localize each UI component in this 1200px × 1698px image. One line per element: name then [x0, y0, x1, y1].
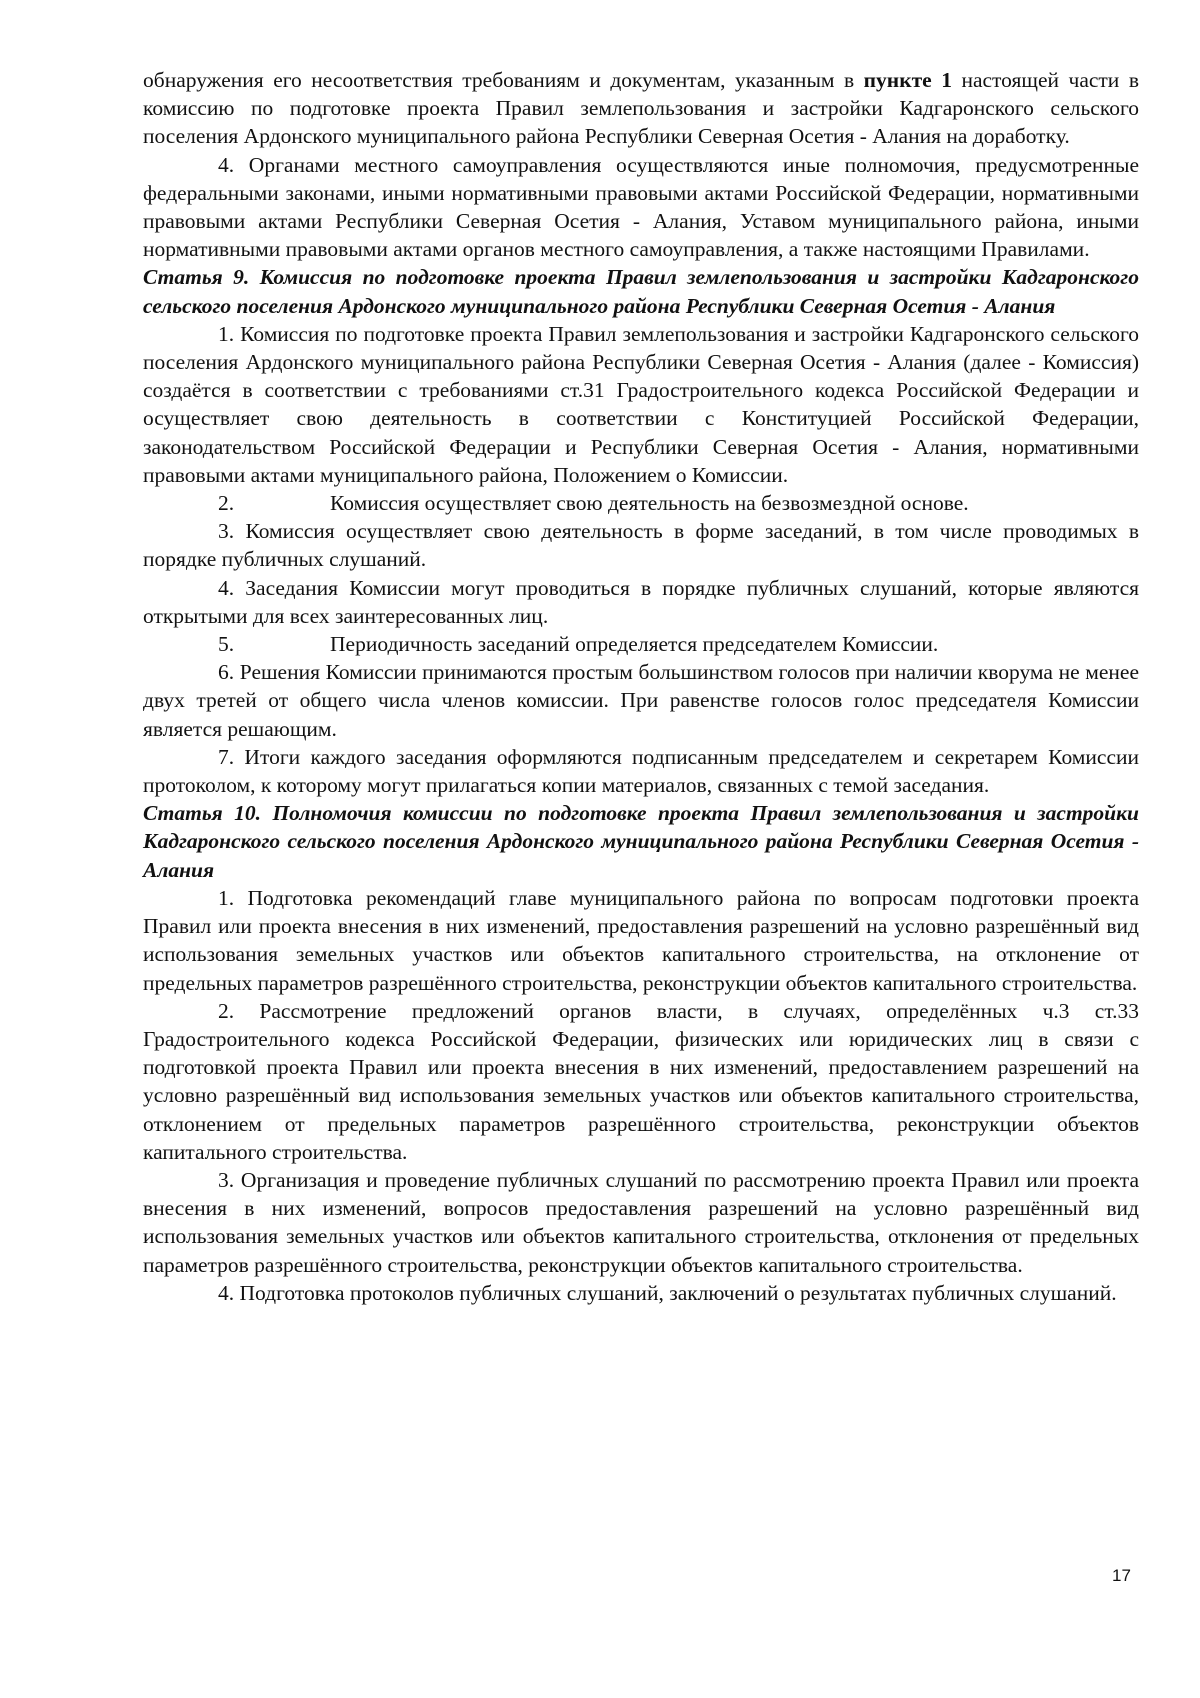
- article-9-item-5-number: 5.: [218, 632, 235, 657]
- article-9-item-7: 7. Итоги каждого заседания оформляются подписанным председателем и секретарем Комиссии протоколом, к которому могут прилагаться копии материалов, связанных с темой заседания.: [143, 744, 1139, 798]
- article-9-item-5: [143, 630, 1139, 658]
- article-10-heading: Статья 10. Полномочия комиссии по подготовке проекта Правил землепользования и застройки Кадгаронского сельского поселения Ардонского муниципального района Республики Северная Осетия - Алания: [143, 801, 1139, 882]
- article-9-heading: Статья 9. Комиссия по подготовке проекта Правил землепользования и застройки Кадгаронского сельского поселения Ардонского муниципального района Республики Северная Осетия - Алания: [143, 265, 1139, 318]
- article-9-item-2-text: Комиссия осуществляет свою деятельность на безвозмездной основе.: [330, 491, 969, 516]
- article-10-item-4: 4. Подготовка протоколов публичных слушаний, заключений о результатах публичных слушаний.: [218, 1280, 1117, 1305]
- article-10-item-3: 3. Организация и проведение публичных слушаний по рассмотрению проекта Правил или проекта внесения в них изменений, вопросов предоставления разрешений на условно разрешённый вид использования земельных участков или объектов капитального строительства, отклонения от предельных параметров разрешённого строительства, реконструкции объектов капитального строительства.: [143, 1167, 1139, 1277]
- intro-bold-reference: пункте 1: [863, 68, 952, 92]
- document-page: [143, 66, 1139, 1307]
- article-9-item-5-text: Периодичность заседаний определяется председателем Комиссии.: [330, 632, 939, 657]
- intro-text-start: обнаружения его несоответствия требованиям и документам, указанным в: [143, 68, 864, 92]
- intro-text-end: настоящей части в комиссию по подготовке проекта Правил землепользования и застройки Кадгаронского сельского поселения Ардонского муниципального района Республики Северная Осетия - Алания на доработку.: [143, 68, 1139, 149]
- article-9-item-1: 1. Комиссия по подготовке проекта Правил землепользования и застройки Кадгаронского сельского поселения Ардонского муниципального района Республики Северная Осетия - Алания (далее - Комиссия) создаётся в соответствии с требованиями ст.31 Градостроительного кодекса Российской Федерации и осуществляет свою деятельность в соответствии с Конституцией Российской Федерации, законодательством Российской Федерации и Республики Северная Осетия - Алания, нормативными правовыми актами муниципального района, Положением о Комиссии.: [143, 321, 1139, 487]
- article-10-item-2: 2. Рассмотрение предложений органов власти, в случаях, определённых ч.3 ст.33 Градостроительного кодекса Российской Федерации, физических или юридических лиц в связи с подготовкой проекта Правил или проекта внесения в них изменений, предоставлением разрешений на условно разрешённый вид использования земельных участков или объектов капитального строительства, отклонением от предельных параметров разрешённого строительства, реконструкции объектов капитального строительства.: [143, 998, 1139, 1164]
- article-9-item-2-number: 2.: [218, 491, 235, 516]
- intro-paragraph: [143, 66, 1139, 151]
- article-9-item-4: 4. Заседания Комиссии могут проводиться в порядке публичных слушаний, которые являются открытыми для всех заинтересованных лиц.: [143, 575, 1139, 628]
- article-9-item-3: 3. Комиссия осуществляет свою деятельность в форме заседаний, в том числе проводимых в порядке публичных слушаний.: [143, 519, 1139, 572]
- item-4-paragraph: 4. Органами местного самоуправления осуществляются иные полномочия, предусмотренные федеральными законами, иными нормативными правовыми актами Российской Федерации, нормативными правовыми актами Республики Северная Осетия - Алания, Уставом муниципального района, иными нормативными правовыми актами органов местного самоуправления, а также настоящими Правилами.: [143, 152, 1139, 262]
- article-9-item-6: 6. Решения Комиссии принимаются простым большинством голосов при наличии кворума не менее двух третей от общего числа членов комиссии. При равенстве голосов голос председателя Комиссии является решающим.: [143, 660, 1139, 741]
- article-10-item-1: 1. Подготовка рекомендаций главе муниципального района по вопросам подготовки проекта Правил или проекта внесения в них изменений, предоставления разрешений на условно разрешённый вид использования земельных участков или объектов капитального строительства, на отклонение от предельных параметров разрешённого строительства, реконструкции объектов капитального строительства.: [143, 885, 1139, 995]
- article-9-item-2: [143, 489, 1139, 517]
- page-number: 17: [1112, 1566, 1131, 1585]
